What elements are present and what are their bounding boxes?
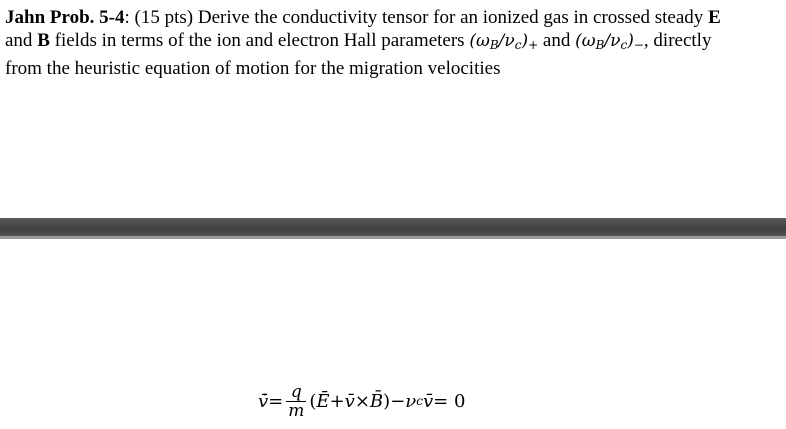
- problem-statement: [5, 6, 783, 80]
- eq-paren-open: (: [309, 390, 317, 412]
- eq-plus: +: [329, 390, 345, 412]
- eq-times: ×: [354, 390, 370, 412]
- electron-hall-parameter: $(\omega_B/\nu_c)_-$: [575, 31, 644, 52]
- eq-paren-close: ): [383, 390, 391, 412]
- problem-text-part3: , directly: [643, 30, 712, 51]
- ion-hall-parameter: $(\omega_B/\nu_c)_+$: [469, 31, 539, 52]
- equation-of-motion: [258, 376, 465, 426]
- e-field-symbol: E: [708, 7, 721, 28]
- eq-lhs: v̇̄: [258, 390, 269, 412]
- page-divider: [0, 218, 786, 236]
- label-colon: :: [124, 7, 130, 28]
- points-text: (15 pts): [134, 7, 194, 28]
- eq-v-vector: v̄: [344, 390, 355, 412]
- eq-v-vector-2: v̄: [422, 390, 434, 412]
- problem-label: Jahn Prob. 5-4: [5, 7, 125, 28]
- problem-text-line3: from the heuristic equation of motion for the migration velocities: [5, 58, 501, 79]
- eq-nu: ν: [405, 390, 417, 412]
- eq-nu-subscript: c: [416, 394, 423, 408]
- problem-text-and2: and: [538, 30, 576, 51]
- eq-rhs: = 0: [433, 390, 466, 412]
- problem-text-and: and: [5, 30, 38, 51]
- eq-equals: =: [268, 390, 284, 412]
- b-field-symbol: B: [37, 30, 50, 51]
- eq-fraction: [286, 383, 306, 420]
- eq-frac-denominator: m: [288, 400, 305, 421]
- eq-e-vector: Ē: [316, 390, 330, 412]
- problem-text-part2: fields in terms of the ion and electron Hall parameters: [49, 30, 470, 51]
- eq-minus: −: [390, 390, 406, 412]
- eq-frac-numerator: q: [290, 381, 302, 402]
- eq-b-vector: B̄: [369, 390, 384, 412]
- problem-text-part1: Derive the conductivity tensor for an ionized gas in crossed steady: [193, 7, 709, 28]
